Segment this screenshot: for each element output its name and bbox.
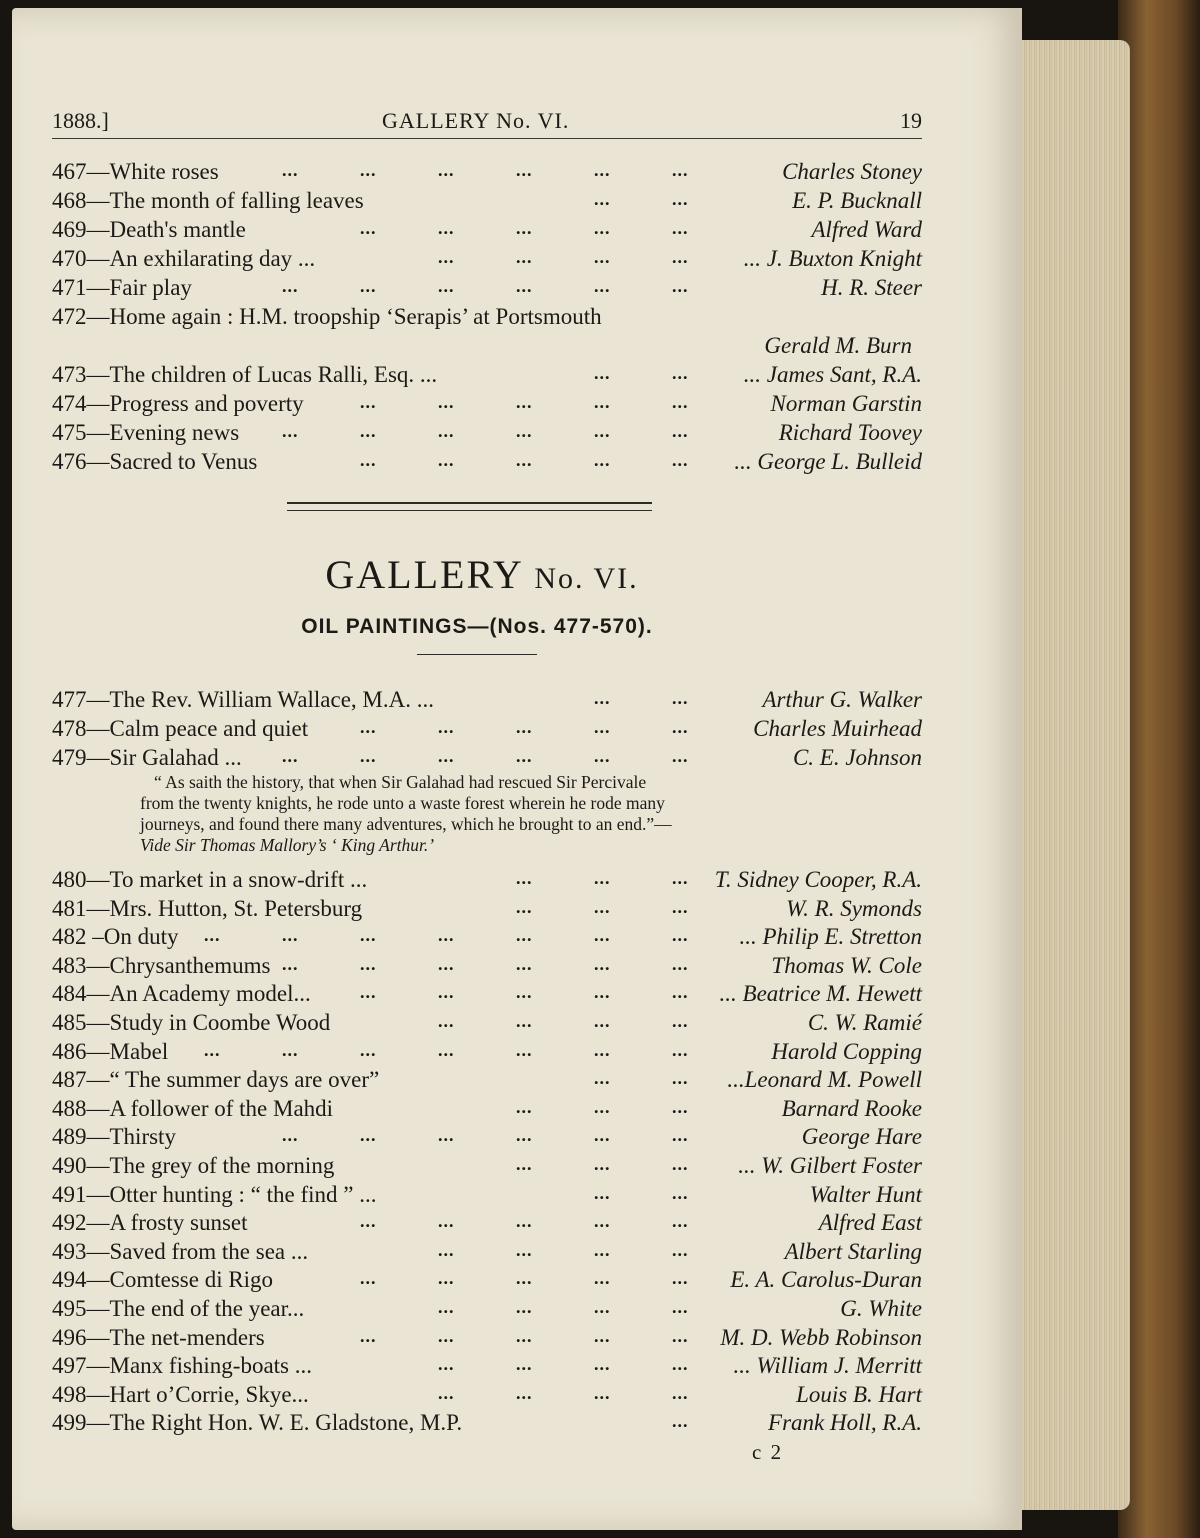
entry-artist: Richard Toovey <box>778 420 922 445</box>
leader-dot: ... <box>672 1325 689 1346</box>
leader-dot: ... <box>672 982 689 1003</box>
leader-dot: ... <box>594 688 611 708</box>
leader-dot: ... <box>594 1325 611 1346</box>
leader-dot: ... <box>594 189 611 209</box>
entry-title: 483—Chrysanthemums <box>52 952 271 978</box>
leader-dot: ... <box>438 1211 455 1232</box>
entry-title: 468—The month of falling leaves <box>52 188 364 213</box>
leader-dot: ... <box>360 746 377 766</box>
entry-title: 473—The children of Lucas Ralli, Esq. ... <box>52 362 438 387</box>
leader-dot: ... <box>282 276 299 296</box>
entry-title: 480—To market in a snow-drift ... <box>52 867 368 892</box>
entry-title: 485—Study in Coombe Wood <box>52 1010 331 1035</box>
entry-artist: Charles Stoney <box>782 159 922 184</box>
leader-dot: ... <box>672 247 689 267</box>
catalogue-entry <box>52 1266 922 1294</box>
leader-dot: ... <box>594 363 611 383</box>
leader-dot: ... <box>516 953 533 974</box>
leader-dot: ... <box>438 392 455 412</box>
leader-dot: ... <box>672 1268 689 1289</box>
leader-dot: ... <box>594 925 611 946</box>
leader-dot: ... <box>594 896 611 917</box>
leader-dot: ... <box>594 1211 611 1232</box>
leader-dot: ... <box>516 1325 533 1346</box>
catalogue-entry <box>52 303 922 331</box>
catalogue-entry <box>52 187 922 215</box>
entry-artist: Louis B. Hart <box>796 1381 922 1407</box>
catalogue-entry <box>52 448 922 476</box>
leader-dot: ... <box>672 1354 689 1375</box>
leader-dot: ... <box>516 392 533 412</box>
leader-dot: ... <box>438 1125 455 1146</box>
leader-dot: ... <box>360 218 377 238</box>
leader-dot: ... <box>672 1068 689 1089</box>
entry-artist: E. P. Bucknall <box>792 188 922 213</box>
entry-472-artist: Gerald M. Burn <box>764 333 912 358</box>
leader-dot: ... <box>672 450 689 470</box>
entry-artist: Thomas W. Cole <box>771 952 922 978</box>
leader-dot: ... <box>438 1039 455 1060</box>
leader-dot: ... <box>360 392 377 412</box>
leader-dot: ... <box>438 218 455 238</box>
entry-title: 475—Evening news <box>52 420 240 445</box>
catalogue-entry <box>52 216 922 244</box>
leader-dot: ... <box>360 1039 377 1060</box>
catalogue-entry <box>52 390 922 418</box>
leader-dot: ... <box>360 1211 377 1232</box>
leader-dot: ... <box>594 1096 611 1117</box>
subtitle-rule <box>417 654 537 655</box>
catalogue-entry <box>52 895 922 923</box>
entry-artist: ... James Sant, R.A. <box>743 362 922 387</box>
gallery-heading <box>262 551 702 598</box>
leader-dot: ... <box>516 450 533 470</box>
running-header <box>52 108 922 140</box>
entry-title: 482 –On duty <box>52 924 179 950</box>
catalogue-entry <box>52 744 922 772</box>
leader-dot: ... <box>516 1096 533 1117</box>
leader-dot: ... <box>360 953 377 974</box>
leader-dot: ... <box>672 1125 689 1146</box>
leader-dot: ... <box>672 717 689 737</box>
entry-artist: Frank Holl, R.A. <box>768 1410 922 1436</box>
entry-title: 477—The Rev. William Wallace, M.A. ... <box>52 687 434 712</box>
entry-title: 494—Comtesse di Rigo <box>52 1267 274 1293</box>
entry-artist: Arthur G. Walker <box>762 687 922 712</box>
leader-dot: ... <box>594 450 611 470</box>
leader-dot: ... <box>672 363 689 383</box>
entry-title: 474—Progress and poverty <box>52 391 304 416</box>
entry-artist: W. R. Symonds <box>786 895 922 921</box>
leader-dot: ... <box>516 717 533 737</box>
leader-dot: ... <box>516 218 533 238</box>
entry-artist: Norman Garstin <box>770 391 922 416</box>
entry-artist: ... George L. Bulleid <box>734 449 922 474</box>
page-edges <box>1010 40 1130 1510</box>
entry-artist: ... William J. Merritt <box>733 1353 922 1379</box>
catalogue-entry <box>52 419 922 447</box>
leader-dot: ... <box>438 746 455 766</box>
leader-dot: ... <box>594 1354 611 1375</box>
leader-dot: ... <box>282 746 299 766</box>
leader-dot: ... <box>594 1125 611 1146</box>
entry-title: 469—Death's mantle <box>52 217 246 242</box>
book-cover-edge <box>1118 0 1200 1538</box>
leader-dot: ... <box>672 1154 689 1174</box>
leader-dot: ... <box>438 982 455 1003</box>
entry-title: 478—Calm peace and quiet <box>52 716 309 741</box>
quote-line-3: journeys, and found there many adventures, which he brought to an end.”— <box>140 814 672 834</box>
page-text <box>12 8 1022 1530</box>
leader-dot: ... <box>594 421 611 441</box>
leader-dot: ... <box>282 953 299 974</box>
leader-dot: ... <box>360 1268 377 1289</box>
leader-dot: ... <box>594 1039 611 1060</box>
leader-dot: ... <box>516 1211 533 1232</box>
quote-citation: Vide Sir Thomas Mallory’s ‘ King Arthur.’ <box>140 835 435 855</box>
leader-dot: ... <box>438 1297 455 1317</box>
leader-dot: ... <box>594 1154 611 1174</box>
leader-dot: ... <box>516 1239 533 1260</box>
entry-title: 493—Saved from the sea ... <box>52 1238 309 1264</box>
catalogue-entry <box>52 1066 922 1094</box>
leader-dot: ... <box>672 160 689 180</box>
leader-dot: ... <box>516 1039 533 1060</box>
leader-dot: ... <box>438 1354 455 1375</box>
leader-dot: ... <box>672 392 689 412</box>
leader-dot: ... <box>516 276 533 296</box>
catalogue-entry <box>52 1181 922 1209</box>
leader-dot: ... <box>672 746 689 766</box>
leader-dot: ... <box>516 1382 533 1403</box>
entry-title: 488—A follower of the Mahdi <box>52 1095 334 1121</box>
leader-dot: ... <box>672 1239 689 1260</box>
leader-dot: ... <box>594 1268 611 1289</box>
leader-dot: ... <box>438 953 455 974</box>
leader-dot: ... <box>594 276 611 296</box>
leader-dot: ... <box>594 1297 611 1317</box>
gallery-subtitle: OIL PAINTINGS—(Nos. 477-570). <box>301 615 653 638</box>
leader-dot: ... <box>438 1239 455 1260</box>
entry-artist: Charles Muirhead <box>753 716 922 741</box>
leader-dot: ... <box>672 1039 689 1060</box>
leader-dot: ... <box>594 982 611 1003</box>
leader-dot: ... <box>438 160 455 180</box>
leader-dot: ... <box>360 1325 377 1346</box>
catalogue-entry <box>52 245 922 273</box>
quote-line-1: “ As saith the history, that when Sir Galahad had rescued Sir Percivale <box>154 772 647 792</box>
leader-dot: ... <box>360 925 377 946</box>
leader-dot: ... <box>516 1011 533 1031</box>
entry-title: 472—Home again : H.M. troopship ‘Serapis’ at Portsmouth <box>52 304 602 329</box>
leader-dot: ... <box>672 276 689 296</box>
catalogue-entry <box>52 1381 922 1409</box>
catalogue-entry <box>52 158 922 186</box>
leader-dot: ... <box>438 1268 455 1289</box>
leader-dot: ... <box>438 276 455 296</box>
leader-dot: ... <box>438 925 455 946</box>
leader-dot: ... <box>516 247 533 267</box>
catalogue-entry <box>52 1409 922 1437</box>
leader-dot: ... <box>672 868 689 888</box>
entry-artist: Barnard Rooke <box>781 1095 922 1121</box>
leader-dot: ... <box>360 982 377 1003</box>
entry-title: 498—Hart o’Corrie, Skye... <box>52 1381 309 1407</box>
leader-dot: ... <box>672 925 689 946</box>
entry-title: 470—An exhilarating day ... <box>52 246 316 271</box>
entry-title: 484—An Academy model... <box>52 981 311 1007</box>
leader-dot: ... <box>594 953 611 974</box>
leader-dot: ... <box>516 1354 533 1375</box>
entry-artist: George Hare <box>801 1124 922 1150</box>
catalogue-entry <box>52 686 922 714</box>
leader-dot: ... <box>282 925 299 946</box>
catalogue-entry <box>52 952 922 980</box>
leader-dot: ... <box>594 1011 611 1031</box>
leader-dot: ... <box>672 189 689 209</box>
leader-dot: ... <box>516 1154 533 1174</box>
entry-artist: M. D. Webb Robinson <box>720 1324 922 1350</box>
catalogue-entry <box>52 1123 922 1151</box>
catalogue-entry <box>52 1238 922 1266</box>
leader-dot: ... <box>594 868 611 888</box>
leader-dot: ... <box>282 1125 299 1146</box>
signature-mark: c 2 <box>752 1440 784 1464</box>
entry-artist: Alfred Ward <box>811 217 922 242</box>
entry-artist: T. Sidney Cooper, R.A. <box>714 867 922 892</box>
leader-dot: ... <box>282 421 299 441</box>
entry-title: 489—Thirsty <box>52 1124 176 1150</box>
header-rule <box>52 138 922 139</box>
entry-title: 496—The net-menders <box>52 1324 265 1350</box>
leader-dot: ... <box>438 247 455 267</box>
entry-artist: C. E. Johnson <box>792 745 922 770</box>
entry-title: 499—The Right Hon. W. E. Gladstone, M.P. <box>52 1410 463 1436</box>
leader-dot: ... <box>594 746 611 766</box>
page <box>12 8 1022 1530</box>
entry-artist: Alfred East <box>818 1210 922 1236</box>
entry-title: 492—A frosty sunset <box>52 1210 248 1236</box>
leader-dot: ... <box>516 1125 533 1146</box>
entry-artist: Walter Hunt <box>809 1181 922 1207</box>
catalogue-entry <box>52 923 922 951</box>
header-title: GALLERY No. VI. <box>382 108 570 133</box>
catalogue-entry <box>52 1209 922 1237</box>
catalogue-entry <box>52 866 922 894</box>
entry-title: 481—Mrs. Hutton, St. Petersburg <box>52 895 363 921</box>
leader-dot: ... <box>516 746 533 766</box>
catalogue-entry <box>52 1352 922 1380</box>
entry-artist: ... Philip E. Stretton <box>739 924 922 950</box>
page-number: 19 <box>900 108 922 133</box>
leader-dot: ... <box>516 1268 533 1289</box>
leader-dot: ... <box>594 1182 611 1203</box>
leader-dot: ... <box>438 421 455 441</box>
entry-artist: G. White <box>840 1296 922 1321</box>
catalogue-entry <box>52 980 922 1008</box>
gallery-heading-word: GALLERY <box>325 552 523 597</box>
galahad-quotation <box>140 772 840 856</box>
leader-dot: ... <box>438 717 455 737</box>
entry-artist: ... W. Gilbert Foster <box>738 1153 922 1178</box>
entry-artist: E. A. Carolus-Duran <box>730 1267 922 1293</box>
entry-artist: ... J. Buxton Knight <box>743 246 922 271</box>
entry-title: 487—“ The summer days are over” <box>52 1067 380 1093</box>
entry-title: 491—Otter hunting : “ the find ” ... <box>52 1181 377 1207</box>
leader-dot: ... <box>516 896 533 917</box>
leader-dot: ... <box>672 1182 689 1203</box>
entry-title: 471—Fair play <box>52 275 192 300</box>
leader-dot: ... <box>438 450 455 470</box>
catalogue-entry <box>52 1038 922 1066</box>
quote-line-2: from the twenty knights, he rode unto a waste forest wherein he rode many <box>140 793 665 813</box>
leader-dot: ... <box>516 1297 533 1317</box>
leader-dot: ... <box>672 421 689 441</box>
leader-dot: ... <box>360 276 377 296</box>
leader-dot: ... <box>516 982 533 1003</box>
leader-dot: ... <box>672 1011 689 1031</box>
leader-dot: ... <box>594 247 611 267</box>
entry-title: 497—Manx fishing-boats ... <box>52 1353 313 1379</box>
leader-dot: ... <box>360 160 377 180</box>
entry-artist: C. W. Ramié <box>807 1010 922 1035</box>
leader-dot: ... <box>594 1239 611 1260</box>
header-year: 1888.] <box>52 108 109 133</box>
leader-dot: ... <box>672 1411 689 1432</box>
entry-title: 479—Sir Galahad ... <box>52 745 242 770</box>
leader-dot: ... <box>672 688 689 708</box>
leader-dot: ... <box>672 1382 689 1403</box>
entry-title: 495—The end of the year... <box>52 1296 305 1321</box>
entry-artist: ... Beatrice M. Hewett <box>719 981 922 1007</box>
leader-dot: ... <box>672 218 689 238</box>
catalogue-entry <box>52 1009 922 1037</box>
catalogue-entry <box>52 274 922 302</box>
leader-dot: ... <box>438 1325 455 1346</box>
leader-dot: ... <box>204 925 221 946</box>
catalogue-entry <box>52 715 922 743</box>
leader-dot: ... <box>516 868 533 888</box>
entry-title: 467—White roses <box>52 159 219 184</box>
leader-dot: ... <box>594 1068 611 1089</box>
entry-artist: Albert Starling <box>784 1238 922 1264</box>
catalogue-entry <box>52 1295 922 1323</box>
leader-dot: ... <box>672 1297 689 1317</box>
catalogue-entry <box>52 1324 922 1352</box>
leader-dot: ... <box>594 717 611 737</box>
leader-dot: ... <box>594 160 611 180</box>
leader-dot: ... <box>516 925 533 946</box>
entry-artist: H. R. Steer <box>821 275 922 300</box>
leader-dot: ... <box>438 1382 455 1403</box>
leader-dot: ... <box>672 953 689 974</box>
leader-dot: ... <box>516 160 533 180</box>
leader-dot: ... <box>282 1039 299 1060</box>
leader-dot: ... <box>594 218 611 238</box>
section-double-rule <box>287 502 652 511</box>
entry-artist: Harold Copping <box>771 1038 922 1064</box>
entry-title: 486—Mabel <box>52 1038 169 1064</box>
catalogue-entry <box>52 1152 922 1180</box>
leader-dot: ... <box>672 1211 689 1232</box>
catalogue-entry <box>52 361 922 389</box>
leader-dot: ... <box>516 421 533 441</box>
leader-dot: ... <box>282 160 299 180</box>
leader-dot: ... <box>360 717 377 737</box>
leader-dot: ... <box>672 1096 689 1117</box>
entry-title: 490—The grey of the morning <box>52 1153 335 1178</box>
leader-dot: ... <box>360 450 377 470</box>
leader-dot: ... <box>438 1011 455 1031</box>
leader-dot: ... <box>360 1125 377 1146</box>
leader-dot: ... <box>672 896 689 917</box>
leader-dot: ... <box>594 392 611 412</box>
entry-title: 476—Sacred to Venus <box>52 449 258 474</box>
leader-dot: ... <box>360 421 377 441</box>
gallery-heading-number: No. VI. <box>534 562 639 595</box>
leader-dot: ... <box>594 1382 611 1403</box>
catalogue-entry <box>52 1095 922 1123</box>
entry-artist: ...Leonard M. Powell <box>727 1067 922 1093</box>
leader-dot: ... <box>204 1039 221 1060</box>
